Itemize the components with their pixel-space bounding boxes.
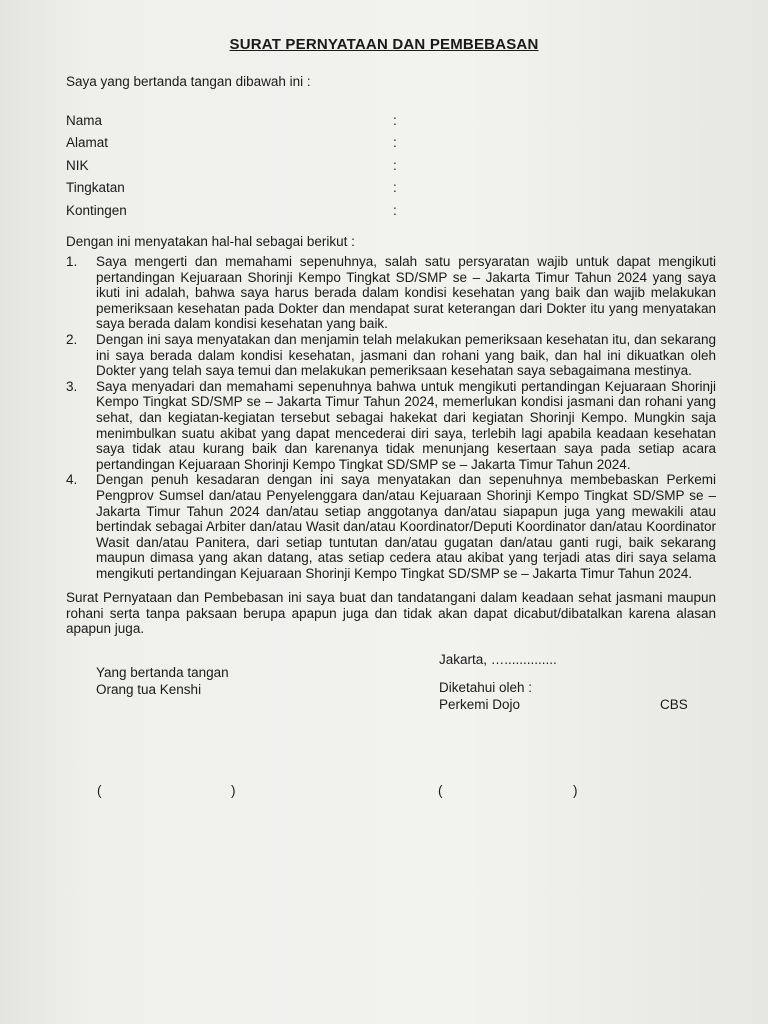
field-colon: : [393,113,397,128]
signer-left-line1: Yang bertanda tangan [96,665,229,680]
field-tingkatan [66,179,466,201]
list-text: Saya menyadari dan memahami sepenuhnya bahwa untuk mengikuti pertandingan Kejuaraan Shorinji Kempo Tingkat SD/SMP se – Jakarta Timur Tahun 2024, memerlukan kondisi jasmani dan rohani yang sehat, dan kegiatan-kegiatan tersebut sebagai hakekat dari kegiatan Shorinji Kempo. Mungkin saja menimbulkan suatu akibat yang dapat mencederai diri saya, terlebih lagi apabila keadaan kesehatan saya tidak atau kurang baik dan karenanya tidak menunjang kesertaan saya pada setiap acara pertandingan Kejuaraan Shorinji Kempo Tingkat SD/SMP se – Jakarta Timur Tahun 2024. [96,378,716,472]
field-label: Alamat [66,135,109,151]
field-colon: : [393,135,397,151]
list-item [66,472,716,581]
field-nik [66,157,466,179]
signer-left-block [96,664,229,698]
list-number: 4. [66,472,78,488]
field-label: Nama [66,113,103,128]
list-number: 2. [66,331,78,347]
field-label: NIK [66,157,89,173]
list-text: Dengan penuh kesadaran dengan ini saya menyatakan dan sepenuhnya membebaskan Perkemi Pengprov Sumsel dan/atau Penyelenggara dan/atau Kejuaraan Shorinji Kempo Tingkat SD/SMP se – Jakarta Timur Tahun 2024 dan/atau setiap anggotanya dan/atau siapapun juga yang mewakili atau bertindak sebagai Arbiter dan/atau Wasit dan/atau Koordinator/Deputi Koordinator dan/atau Koordinator Wasit dan/atau Panitera, dari setiap tuntutan dan/atau gugatan dan/atau ganti rugi, baik sekarang maupun dimasa yang akan datang, atas setiap cedera atau akibat yang terjadi atas diri saya selama mengikuti pertandingan Kejuaraan Shorinji Kempo Tingkat SD/SMP se – Jakarta Timur Tahun 2024. [96,472,716,581]
list-text: Saya mengerti dan memahami sepenuhnya, salah satu persyaratan wajib untuk dapat mengikuti pertandingan Kejuaraan Shorinji Kempo Tingkat SD/SMP se – Jakarta Timur Tahun 2024 yang saya ikuti ini adalah, bahwa saya harus berada dalam kondisi kesehatan yang baik dan wajib melakukan pemeriksaan kesehatan pada Dokter dan mendapat surat keterangan dari Dokter itu yang menyatakan saya berada dalam kondisi kesehatan yang baik. [96,254,716,332]
place-date: Jakarta, ….............. [439,652,557,667]
field-colon: : [393,180,397,196]
signature-right-close: ) [573,783,578,798]
known-by-block [439,679,532,713]
field-nama [66,112,466,134]
statement-intro: Dengan ini menyatakan hal-hal sebagai berikut : [66,234,355,249]
closing-paragraph: Surat Pernyataan dan Pembebasan ini saya buat dan tandatangani dalam keadaan sehat jasmani maupun rohani serta tanpa paksaan berupa apapun juga dan tidak akan dapat dicabut/dibatalkan karena alasan apapun juga. [66,590,716,637]
list-item [66,254,716,332]
field-label: Tingkatan [66,180,125,196]
statement-list [66,254,716,581]
list-number: 3. [66,378,78,394]
known-by-org: Perkemi Dojo [439,697,521,712]
signature-right-open: ( [438,783,443,798]
field-colon: : [393,157,397,173]
field-colon: : [393,202,397,218]
intro-text: Saya yang bertanda tangan dibawah ini : [66,74,311,89]
list-text: Dengan ini saya menyatakan dan menjamin telah melakukan pemeriksaan kesehatan itu, dan sekarang ini saya berada dalam kondisi kesehatan, jasmani dan rohani yang baik, dan hal ini dikuatkan oleh Dokter yang telah saya temui dan melakukan pemeriksaan kesehatan saya sebagaimana mestinya. [96,331,716,379]
signer-left-line2: Orang tua Kenshi [96,682,202,697]
identity-fields [66,112,466,224]
list-item [66,379,716,473]
field-kontingen [66,202,466,224]
field-alamat [66,134,466,156]
known-by-cbs: CBS [660,697,688,712]
signature-left-open: ( [97,783,102,798]
document-title: SURAT PERNYATAAN DAN PEMBEBASAN [229,36,539,53]
field-label: Kontingen [66,202,127,218]
signature-left-close: ) [231,783,236,798]
known-by-label: Diketahui oleh : [439,680,533,695]
list-number: 1. [66,254,78,269]
list-item [66,332,716,379]
